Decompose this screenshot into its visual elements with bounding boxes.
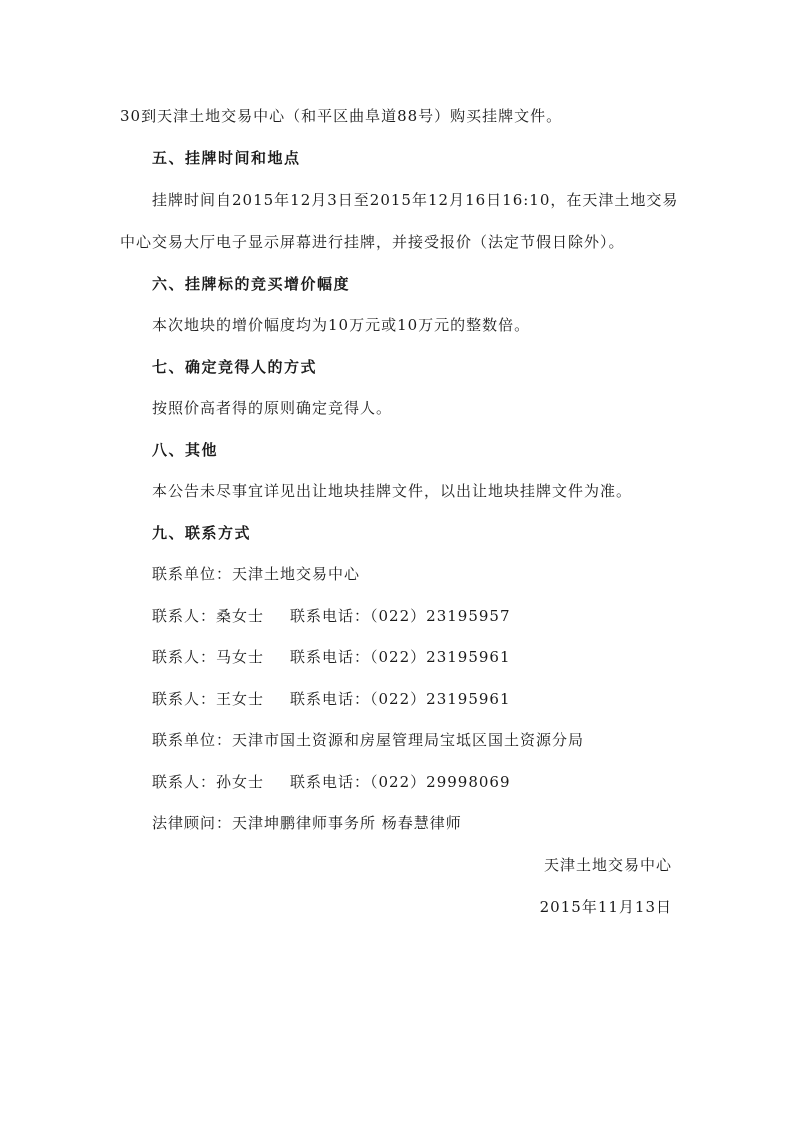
- section-7-heading: 七、确定竞得人的方式: [152, 358, 318, 376]
- contact-person: 联系人：孙女士: [152, 773, 265, 791]
- section-9-heading: 九、联系方式: [152, 524, 252, 542]
- contact-phone: 联系电话：（022）29998069: [290, 773, 511, 791]
- section-6-line-1: 本次地块的增价幅度均为10万元或10万元的整数倍。: [152, 316, 531, 334]
- section-5-line-2: 中心交易大厅电子显示屏幕进行挂牌，并接受报价（法定节假日除外）。: [120, 233, 625, 251]
- signature-org: 天津土地交易中心: [543, 856, 672, 874]
- contact-phone: 联系电话：（022）23195957: [290, 607, 511, 625]
- contact-row: [152, 605, 712, 627]
- section-5-line-1: 挂牌时间自2015年12月3日至2015年12月16日16:10，在天津土地交易: [152, 191, 679, 209]
- contact-person: 联系人：桑女士: [152, 607, 265, 625]
- intro-line: 30到天津土地交易中心（和平区曲阜道88号）购买挂牌文件。: [120, 107, 563, 125]
- contact-unit-1: 联系单位：天津土地交易中心: [152, 565, 361, 583]
- section-6-heading: 六、挂牌标的竞买增价幅度: [152, 275, 351, 293]
- section-7-line-1: 按照价高者得的原则确定竞得人。: [152, 399, 393, 417]
- section-8-line-1: 本公告未尽事宜详见出让地块挂牌文件，以出让地块挂牌文件为准。: [152, 482, 633, 500]
- section-5-heading: 五、挂牌时间和地点: [152, 149, 301, 167]
- contact-phone: 联系电话：（022）23195961: [290, 690, 511, 708]
- contact-person: 联系人：王女士: [152, 690, 265, 708]
- contact-unit-2: 联系单位：天津市国土资源和房屋管理局宝坻区国土资源分局: [152, 731, 585, 749]
- signature-date: 2015年11月13日: [539, 898, 672, 916]
- contact-row: [152, 688, 712, 710]
- contact-phone: 联系电话：（022）23195961: [290, 648, 511, 666]
- legal-counsel: 法律顾问：天津坤鹏律师事务所 杨春慧律师: [152, 814, 462, 832]
- contact-person: 联系人：马女士: [152, 648, 265, 666]
- section-8-heading: 八、其他: [152, 441, 219, 459]
- contact-row: [152, 771, 712, 793]
- contact-row: [152, 646, 712, 668]
